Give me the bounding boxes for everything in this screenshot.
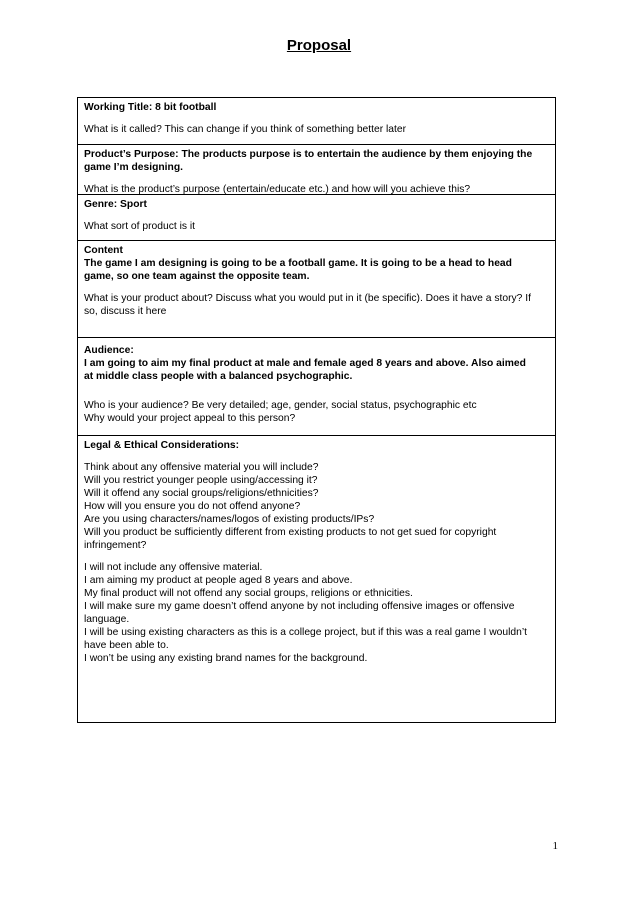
legal-question: Will you product be sufficiently different from existing products to not get sued for copyright: [84, 527, 497, 538]
genre-section: [78, 195, 555, 241]
content-section: [78, 241, 555, 338]
legal-answer: I won’t be using any existing brand names for the background.: [84, 653, 368, 664]
legal-question: Think about any offensive material you will include?: [84, 462, 319, 473]
genre-heading: Genre: Sport: [84, 199, 147, 210]
legal-answer: I will be using existing characters as this is a college project, but if this was a real game I wouldn’t: [84, 627, 527, 638]
content-answer-line2: game, so one team against the opposite team.: [84, 271, 310, 282]
legal-question: How will you ensure you do not offend anyone?: [84, 501, 301, 512]
working-title-prompt: What is it called? This can change if you think of something better later: [84, 124, 407, 135]
legal-question: Are you using characters/names/logos of existing products/IPs?: [84, 514, 375, 525]
working-title-section: [78, 98, 555, 145]
audience-heading: Audience:: [84, 345, 134, 356]
proposal-table: [77, 97, 556, 723]
legal-question: Will it offend any social groups/religions/ethnicities?: [84, 488, 319, 499]
legal-section: [78, 436, 555, 722]
content-heading: Content: [84, 245, 123, 256]
audience-answer-line1: I am going to aim my final product at male and female aged 8 years and above. Also aimed: [84, 358, 526, 369]
genre-prompt: What sort of product is it: [84, 221, 196, 232]
content-prompt-line1: What is your product about? Discuss what you would put in it (be specific). Does it have a story? If: [84, 293, 531, 304]
purpose-prompt: What is the product’s purpose (entertain/educate etc.) and how will you achieve this?: [84, 184, 471, 195]
legal-question: Will you restrict younger people using/accessing it?: [84, 475, 318, 486]
audience-answer-line2: at middle class people with a balanced psychographic.: [84, 371, 353, 382]
page-number: 1: [552, 840, 558, 852]
legal-answer: language.: [84, 614, 130, 625]
legal-answer: have been able to.: [84, 640, 169, 651]
purpose-heading-line2: game I’m designing.: [84, 162, 183, 173]
legal-question: infringement?: [84, 540, 147, 551]
audience-prompt-line2: Why would your project appeal to this person?: [84, 413, 296, 424]
legal-answer: I will make sure my game doesn’t offend anyone by not including offensive images or offensive: [84, 601, 515, 612]
legal-heading: Legal & Ethical Considerations:: [84, 440, 240, 451]
legal-answer: I will not include any offensive material.: [84, 562, 263, 573]
page-title: Proposal: [286, 37, 352, 54]
purpose-heading-line1: Product’s Purpose: The products purpose is to entertain the audience by them enjoying the: [84, 149, 533, 160]
audience-section: [78, 338, 555, 436]
content-answer-line1: The game I am designing is going to be a football game. It is going to be a head to head: [84, 258, 512, 269]
purpose-section: [78, 145, 555, 195]
legal-answer: I am aiming my product at people aged 8 years and above.: [84, 575, 353, 586]
audience-prompt-line1: Who is your audience? Be very detailed; age, gender, social status, psychographic etc: [84, 400, 477, 411]
legal-answer: My final product will not offend any social groups, religions or ethnicities.: [84, 588, 413, 599]
working-title-heading: Working Title: 8 bit football: [84, 102, 217, 113]
content-prompt-line2: so, discuss it here: [84, 306, 167, 317]
